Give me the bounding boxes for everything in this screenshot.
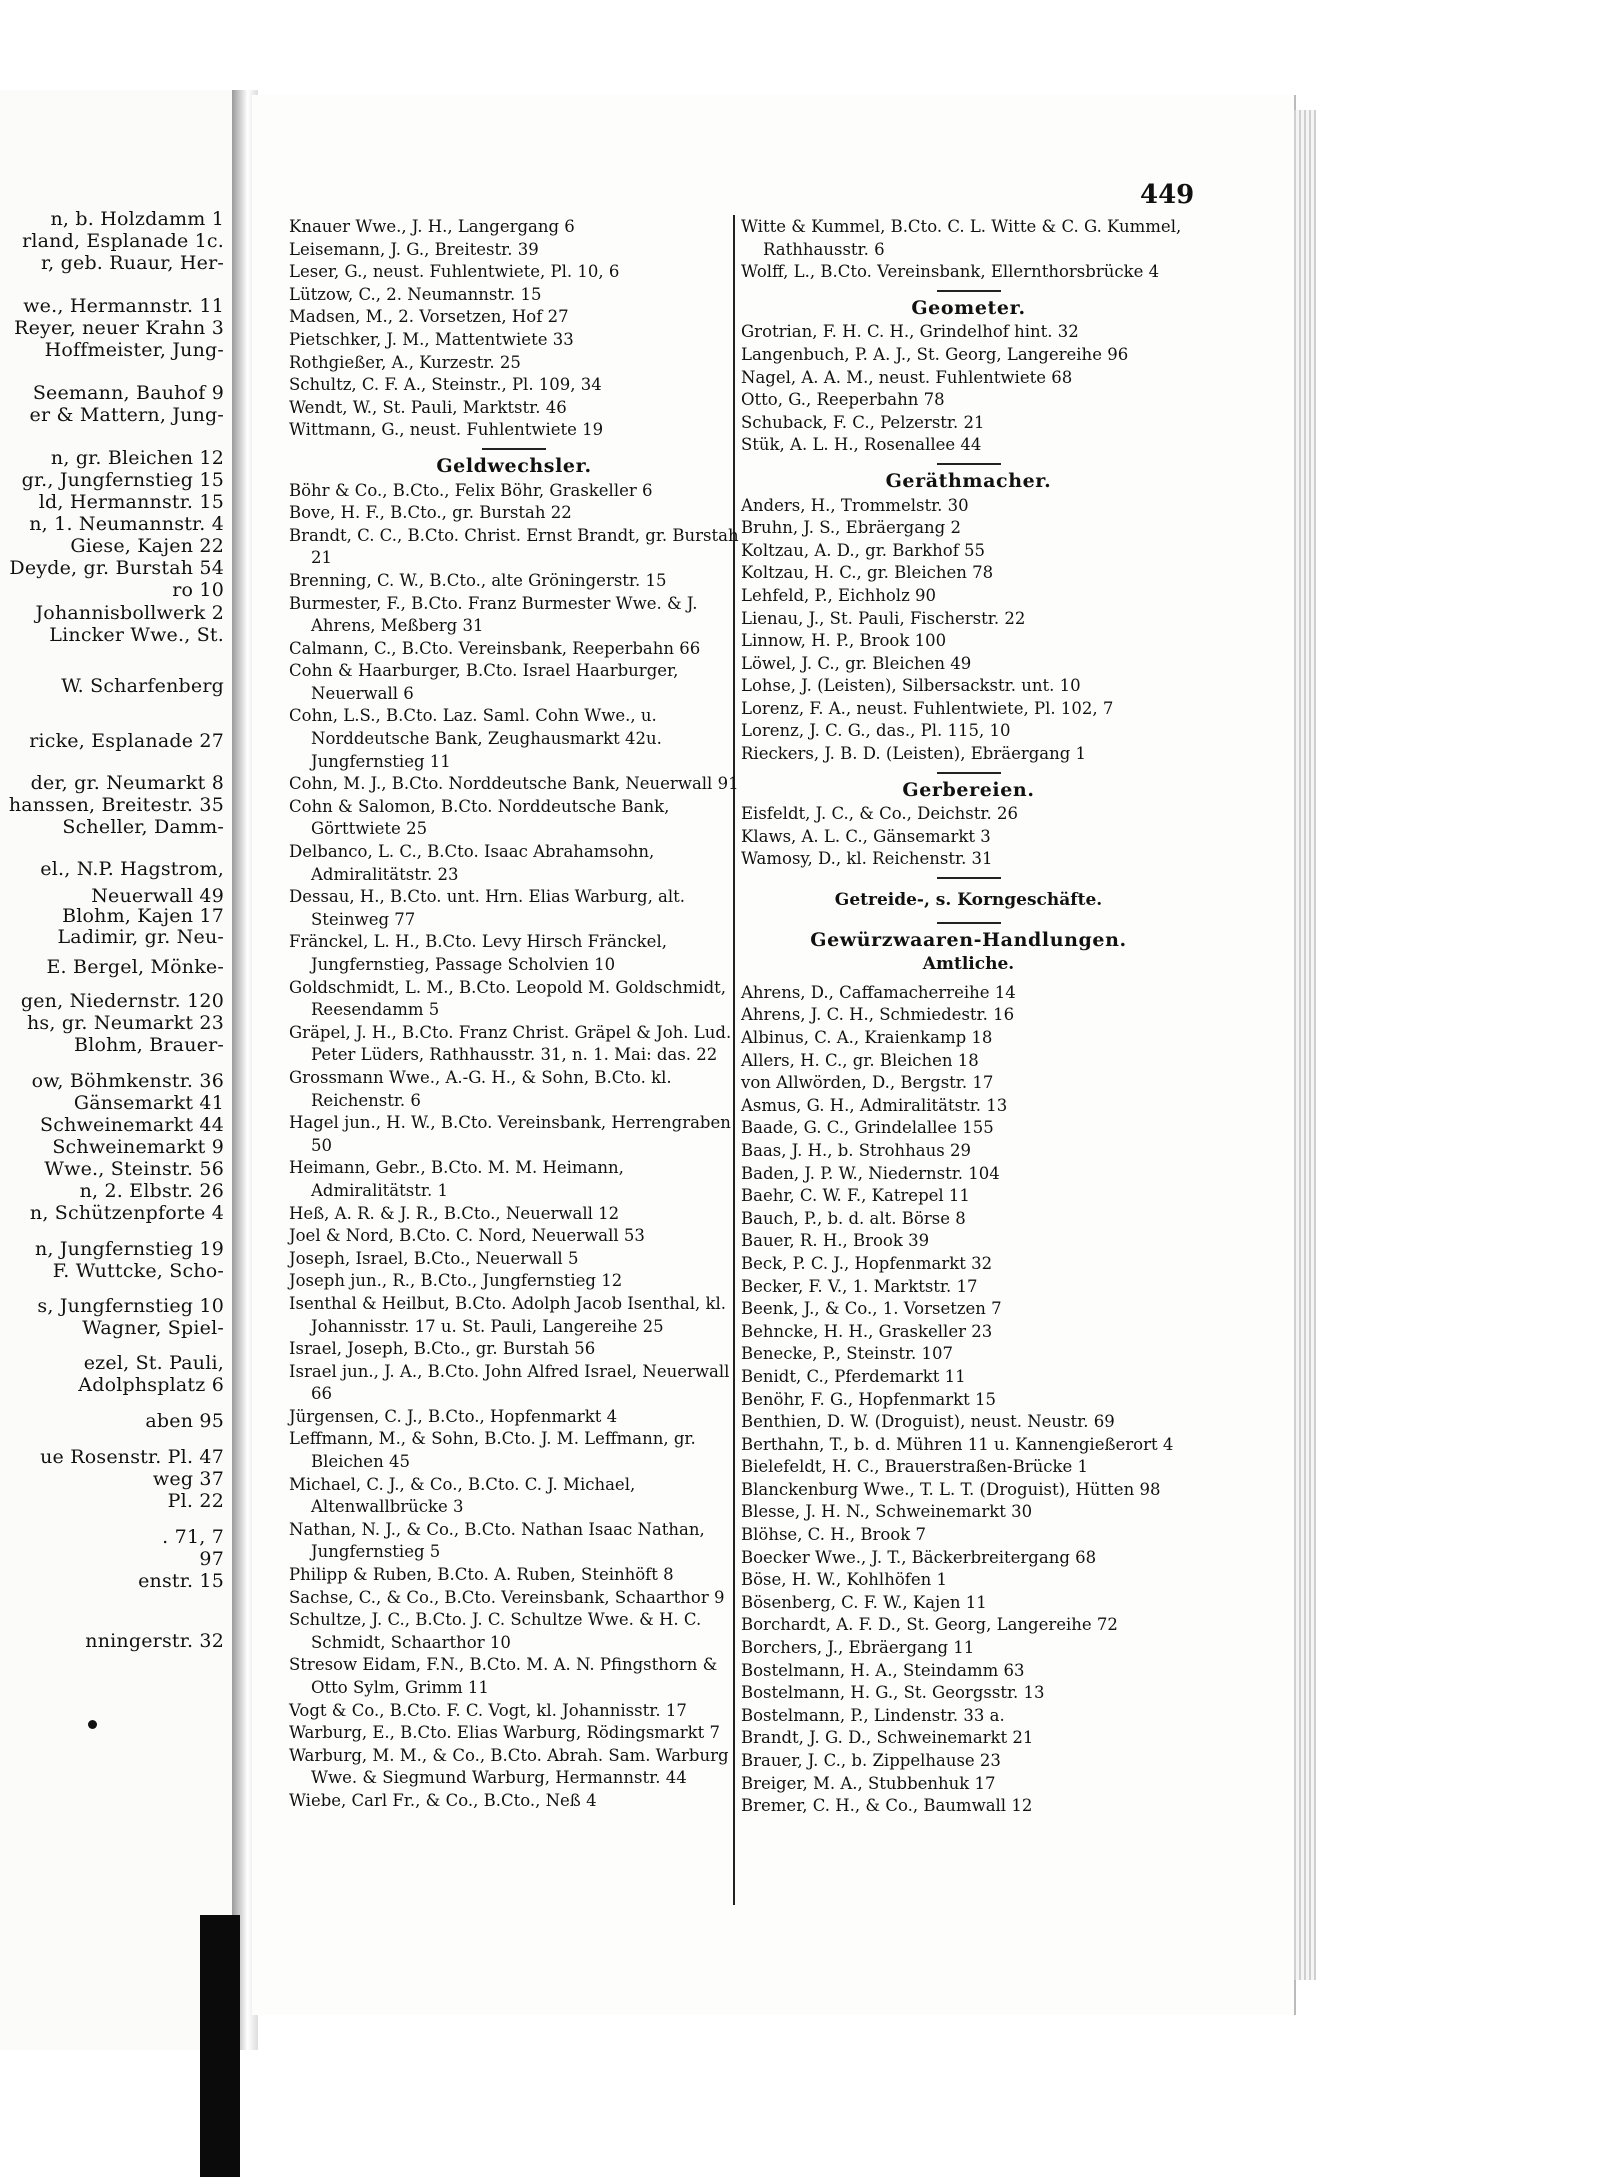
facing-page-line: r, geb. Ruaur, Her-: [40, 252, 224, 274]
directory-entry: Grotrian, F. H. C. H., Grindelhof hint. 32: [741, 322, 1079, 342]
facing-page-line: Blohm, Brauer-: [74, 1034, 224, 1056]
directory-entry: Baas, J. H., b. Strohhaus 29: [741, 1140, 971, 1160]
directory-entry: Wendt, W., St. Pauli, Marktstr. 46: [289, 397, 567, 417]
directory-entry: Madsen, M., 2. Vorsetzen, Hof 27: [289, 307, 569, 327]
directory-entry: Wolff, L., B.Cto. Vereinsbank, Ellernthorsbrücke 4: [741, 262, 1160, 282]
directory-entry: Becker, F. V., 1. Marktstr. 17: [741, 1276, 978, 1296]
facing-page-line: ricke, Esplanade 27: [29, 730, 224, 752]
directory-entry: Vogt & Co., B.Cto. F. C. Vogt, kl. Johannisstr. 17: [289, 1700, 687, 1720]
directory-entry: Grossmann Wwe., A.-G. H., & Sohn, B.Cto. kl. Reichenstr. 6: [289, 1067, 672, 1110]
section-rule: [937, 463, 1001, 465]
directory-entry: Pietschker, J. M., Mattentwiete 33: [289, 329, 574, 349]
directory-entry: Beck, P. C. J., Hopfenmarkt 32: [741, 1253, 993, 1273]
facing-page-line: hs, gr. Neumarkt 23: [26, 1012, 224, 1034]
facing-page-line: ow, Böhmkenstr. 36: [31, 1070, 224, 1092]
directory-entry: Sachse, C., & Co., B.Cto. Vereinsbank, Schaarthor 9: [289, 1587, 725, 1607]
section-heading: Gerbereien.: [902, 778, 1035, 801]
directory-entry: Stresow Eidam, F.N., B.Cto. M. A. N. Pfingsthorn & Otto Sylm, Grimm 11: [289, 1655, 718, 1697]
directory-entry: Bruhn, J. S., Ebräergang 2: [741, 518, 961, 538]
directory-entry: Benidt, C., Pferdemarkt 11: [741, 1366, 966, 1386]
directory-entry: Burmester, F., B.Cto. Franz Burmester Wwe. & J. Ahrens, Meßberg 31: [289, 593, 698, 636]
directory-entry: Heimann, Gebr., B.Cto. M. M. Heimann, Admiralitätstr. 1: [289, 1158, 624, 1200]
directory-entry: Joseph, Israel, B.Cto., Neuerwall 5: [289, 1248, 579, 1268]
section-subheading: Amtliche.: [922, 954, 1015, 975]
directory-entry: Witte & Kummel, B.Cto. C. L. Witte & C. G. Kummel, Rathhausstr. 6: [741, 217, 1182, 259]
directory-entry: Schultze, J. C., B.Cto. J. C. Schultze Wwe. & H. C. Schmidt, Schaarthor 10: [289, 1610, 702, 1652]
directory-entry: Warburg, E., B.Cto. Elias Warburg, Rödingsmarkt 7: [289, 1723, 721, 1743]
directory-entry: Schultz, C. F. A., Steinstr., Pl. 109, 34: [289, 375, 602, 395]
directory-entry: Lorenz, J. C. G., das., Pl. 115, 10: [741, 721, 1011, 741]
directory-entry: Bauch, P., b. d. alt. Börse 8: [741, 1208, 966, 1228]
directory-entry: Baden, J. P. W., Niedernstr. 104: [741, 1163, 1000, 1183]
directory-entry: Benthien, D. W. (Droguist), neust. Neustr. 69: [741, 1412, 1115, 1432]
directory-entry: Wamosy, D., kl. Reichenstr. 31: [741, 849, 993, 869]
facing-page-line: W. Scharfenberg: [61, 675, 224, 697]
directory-entry: Leffmann, M., & Sohn, B.Cto. J. M. Leffmann, gr. Bleichen 45: [289, 1429, 696, 1472]
directory-entry: Gräpel, J. H., B.Cto. Franz Christ. Gräpel & Joh. Lud. Peter Lüders, Rathhausstr. 31, n. 1. Mai: das. 22: [289, 1022, 732, 1065]
directory-entry: Borchardt, A. F. D., St. Georg, Langereihe 72: [741, 1615, 1118, 1635]
directory-entry: Bösenberg, C. F. W., Kajen 11: [741, 1592, 987, 1612]
facing-page-line: Scheller, Damm-: [62, 816, 224, 838]
directory-entry: Albinus, C. A., Kraienkamp 18: [741, 1028, 993, 1047]
directory-entry: Israel, Joseph, B.Cto., gr. Burstah 56: [289, 1339, 596, 1359]
directory-entry: Brandt, J. G. D., Schweinemarkt 21: [741, 1728, 1034, 1748]
facing-page-line: n, 2. Elbstr. 26: [79, 1180, 224, 1202]
directory-entry: Knauer Wwe., J. H., Langergang 6: [289, 217, 575, 236]
directory-entry: Cohn & Salomon, B.Cto. Norddeutsche Bank, Görttwiete 25: [289, 796, 670, 839]
directory-entry: Borchers, J., Ebräergang 11: [741, 1638, 975, 1658]
directory-entry: Goldschmidt, L. M., B.Cto. Leopold M. Goldschmidt, Reesendamm 5: [289, 977, 727, 1020]
facing-page-line: Seemann, Bauhof 9: [32, 382, 224, 404]
facing-page-line: n, Schützenpforte 4: [29, 1202, 224, 1224]
directory-entry: Brandt, C. C., B.Cto. Christ. Ernst Brandt, gr. Burstah 21: [289, 525, 739, 568]
directory-entry: Bielefeldt, H. C., Brauerstraßen-Brücke 1: [741, 1457, 1089, 1477]
page-number: 449: [1140, 180, 1195, 210]
facing-page-line: Wagner, Spiel-: [82, 1317, 224, 1339]
facing-page-line: Ladimir, gr. Neu-: [57, 926, 224, 948]
ink-dot: [88, 1720, 97, 1729]
directory-entry: Langenbuch, P. A. J., St. Georg, Langereihe 96: [741, 344, 1129, 364]
section-rule: [937, 877, 1001, 879]
directory-entry: Leisemann, J. G., Breitestr. 39: [289, 239, 539, 259]
facing-page-line: ue Rosenstr. Pl. 47: [40, 1446, 224, 1468]
facing-page-line: E. Bergel, Mönke-: [46, 956, 224, 978]
directory-entry: Behncke, H. H., Graskeller 23: [741, 1321, 993, 1341]
facing-page-line: F. Wuttcke, Scho-: [52, 1260, 224, 1282]
facing-page-line: er & Mattern, Jung-: [29, 404, 224, 426]
section-heading: Geräthmacher.: [885, 469, 1052, 492]
facing-page-line: enstr. 15: [138, 1570, 224, 1592]
directory-entry: Israel jun., J. A., B.Cto. John Alfred Israel, Neuerwall 66: [289, 1361, 730, 1404]
directory-entry: Klaws, A. L. C., Gänsemarkt 3: [741, 826, 991, 846]
directory-entry: Cohn & Haarburger, B.Cto. Israel Haarburger, Neuerwall 6: [289, 661, 679, 703]
facing-page-line: gr., Jungfernstieg 15: [21, 469, 224, 491]
facing-page-line: n, gr. Bleichen 12: [50, 447, 224, 469]
directory-entry: Lorenz, F. A., neust. Fuhlentwiete, Pl. 102, 7: [741, 698, 1114, 718]
facing-page-line: n, Jungfernstieg 19: [34, 1238, 224, 1260]
facing-page-line: we., Hermannstr. 11: [23, 295, 224, 317]
facing-page-line: s, Jungfernstieg 10: [37, 1295, 224, 1317]
gutter-shadow: [200, 1915, 240, 2177]
directory-entry: Rothgießer, A., Kurzestr. 25: [289, 352, 521, 372]
directory-entry: Asmus, G. H., Admiralitätstr. 13: [741, 1095, 1008, 1115]
facing-page-line: der, gr. Neumarkt 8: [30, 772, 224, 794]
facing-page-line: Wwe., Steinstr. 56: [44, 1158, 224, 1180]
facing-page-line: Schweinemarkt 9: [52, 1136, 224, 1158]
column-right: [741, 216, 1196, 1818]
facing-page-line: Deyde, gr. Burstah 54: [9, 557, 224, 579]
directory-entry: Michael, C. J., & Co., B.Cto. C. J. Michael, Altenwallbrücke 3: [289, 1474, 636, 1517]
directory-entry: Nathan, N. J., & Co., B.Cto. Nathan Isaac Nathan, Jungfernstieg 5: [289, 1519, 705, 1562]
facing-page-line: 97: [199, 1548, 224, 1570]
facing-page-line: ld, Hermannstr. 15: [38, 491, 224, 513]
directory-entry: Calmann, C., B.Cto. Vereinsbank, Reeperbahn 66: [289, 638, 701, 658]
directory-entry: Ahrens, J. C. H., Schmiedestr. 16: [741, 1005, 1015, 1025]
left-page: [0, 90, 232, 2050]
directory-entry: Koltzau, A. D., gr. Barkhof 55: [741, 540, 986, 560]
directory-entry: Lehfeld, P., Eichholz 90: [741, 585, 937, 605]
directory-entry: Brauer, J. C., b. Zippelhause 23: [741, 1751, 1001, 1770]
facing-page-line: Reyer, neuer Krahn 3: [14, 317, 224, 339]
directory-entry: Löwel, J. C., gr. Bleichen 49: [741, 653, 972, 673]
directory-entry: Böse, H. W., Kohlhöfen 1: [741, 1570, 947, 1590]
directory-entry: Joel & Nord, B.Cto. C. Nord, Neuerwall 53: [289, 1226, 645, 1246]
facing-page-line: ezel, St. Pauli,: [83, 1352, 224, 1374]
facing-page-line: rland, Esplanade 1c.: [22, 230, 224, 252]
directory-entry: Brenning, C. W., B.Cto., alte Gröningerstr. 15: [289, 570, 667, 590]
directory-entry: Boecker Wwe., J. T., Bäckerbreitergang 68: [741, 1547, 1097, 1567]
directory-entry: Böhr & Co., B.Cto., Felix Böhr, Graskeller 6: [289, 480, 653, 500]
directory-entry: Lohse, J. (Leisten), Silbersackstr. unt. 10: [741, 676, 1081, 696]
section-rule: [482, 448, 546, 450]
facing-page-line: n, b. Holzdamm 1: [50, 208, 224, 230]
facing-page-line: hanssen, Breitestr. 35: [8, 794, 224, 816]
directory-entry: Koltzau, H. C., gr. Bleichen 78: [741, 563, 994, 583]
section-rule: [937, 772, 1001, 774]
directory-entry: Baade, G. C., Grindelallee 155: [741, 1118, 994, 1138]
facing-page-line: Johannisbollwerk 2: [35, 602, 224, 624]
facing-page-line: Giese, Kajen 22: [70, 535, 224, 557]
directory-entry: Philipp & Ruben, B.Cto. A. Ruben, Steinhöft 8: [289, 1565, 674, 1585]
directory-entry: Benöhr, F. G., Hopfenmarkt 15: [741, 1389, 996, 1409]
directory-entry: Hagel jun., H. W., B.Cto. Vereinsbank, Herrengraben 50: [289, 1113, 731, 1155]
page-edges: [1294, 110, 1316, 1980]
directory-entry: Leser, G., neust. Fuhlentwiete, Pl. 10, 6: [289, 262, 620, 282]
directory-entry: Benecke, P., Steinstr. 107: [741, 1344, 954, 1364]
directory-entry: Bostelmann, H. A., Steindamm 63: [741, 1660, 1025, 1680]
facing-page-line: Schweinemarkt 44: [40, 1114, 224, 1136]
section-heading: Geometer.: [911, 296, 1026, 319]
directory-entry: Wittmann, G., neust. Fuhlentwiete 19: [289, 420, 604, 440]
facing-page-line: Pl. 22: [167, 1490, 224, 1512]
directory-entry: Bostelmann, H. G., St. Georgsstr. 13: [741, 1683, 1045, 1703]
directory-entry: Bremer, C. H., & Co., Baumwall 12: [741, 1796, 1033, 1816]
directory-entry: Berthahn, T., b. d. Mühren 11 u. Kannengießerort 4: [741, 1434, 1174, 1454]
directory-entry: Otto, G., Reeperbahn 78: [741, 390, 945, 410]
facing-page-line: Gänsemarkt 41: [73, 1092, 224, 1114]
directory-entry: Dessau, H., B.Cto. unt. Hrn. Elias Warburg, alt. Steinweg 77: [289, 887, 686, 929]
directory-entry: Eisfeldt, J. C., & Co., Deichstr. 26: [741, 804, 1018, 824]
facing-page-line: weg 37: [152, 1468, 224, 1490]
directory-entry: Allers, H. C., gr. Bleichen 18: [741, 1050, 979, 1070]
facing-page-line: Neuerwall 49: [91, 885, 224, 907]
column-left: [289, 216, 739, 1813]
section-rule: [937, 290, 1001, 292]
section-heading: Gewürzwaaren-Handlungen.: [810, 928, 1127, 951]
directory-entry: Blöhse, C. H., Brook 7: [741, 1525, 926, 1545]
directory-entry: Nagel, A. A. M., neust. Fuhlentwiete 68: [741, 367, 1073, 387]
directory-entry: Stük, A. L. H., Rosenallee 44: [741, 435, 982, 455]
directory-entry: Linnow, H. P., Brook 100: [741, 631, 947, 651]
facing-page-line: gen, Niedernstr. 120: [20, 990, 224, 1012]
directory-entry: Heß, A. R. & J. R., B.Cto., Neuerwall 12: [289, 1203, 620, 1223]
directory-entry: Warburg, M. M., & Co., B.Cto. Abrah. Sam. Warburg Wwe. & Siegmund Warburg, Hermannstr. 44: [289, 1745, 729, 1788]
directory-entry: Cohn, L.S., B.Cto. Laz. Saml. Cohn Wwe., u. Norddeutsche Bank, Zeughausmarkt 42u. Jungfernstieg 11: [289, 706, 662, 771]
facing-page-line: Adolphsplatz 6: [78, 1374, 224, 1396]
directory-entry: Wiebe, Carl Fr., & Co., B.Cto., Neß 4: [289, 1790, 597, 1810]
section-crossref: Getreide-, s. Korngeschäfte.: [834, 890, 1103, 911]
directory-entry: Bostelmann, P., Lindenstr. 33 a.: [741, 1705, 1005, 1725]
directory-entry: Schuback, F. C., Pelzerstr. 21: [741, 412, 985, 432]
directory-entry: Blesse, J. H. N., Schweinemarkt 30: [741, 1502, 1033, 1522]
facing-page-line: nningerstr. 32: [85, 1630, 224, 1652]
directory-entry: Beenk, J., & Co., 1. Vorsetzen 7: [741, 1299, 1002, 1319]
directory-entry: Anders, H., Trommelstr. 30: [741, 495, 969, 515]
directory-entry: Joseph jun., R., B.Cto., Jungfernstieg 12: [289, 1271, 623, 1291]
facing-page-line: ro 10: [172, 579, 224, 601]
directory-entry: Bove, H. F., B.Cto., gr. Burstah 22: [289, 503, 572, 523]
directory-entry: Cohn, M. J., B.Cto. Norddeutsche Bank, Neuerwall 91: [289, 774, 739, 794]
directory-entry: von Allwörden, D., Bergstr. 17: [741, 1073, 994, 1093]
directory-entry: Bauer, R. H., Brook 39: [741, 1231, 930, 1251]
section-heading: Geldwechsler.: [436, 454, 592, 477]
directory-entry: Lienau, J., St. Pauli, Fischerstr. 22: [741, 608, 1026, 628]
facing-page-line: Hoffmeister, Jung-: [44, 339, 224, 361]
facing-page-line: Lincker Wwe., St.: [49, 624, 224, 646]
directory-entry: Jürgensen, C. J., B.Cto., Hopfenmarkt 4: [289, 1406, 618, 1426]
directory-entry: Breiger, M. A., Stubbenhuk 17: [741, 1773, 996, 1793]
facing-page-line: Blohm, Kajen 17: [62, 905, 224, 927]
facing-page-line: . 71, 7: [162, 1526, 224, 1548]
directory-entry: Lützow, C., 2. Neumannstr. 15: [289, 284, 542, 304]
section-rule: [937, 922, 1001, 924]
directory-entry: Baehr, C. W. F., Katrepel 11: [741, 1186, 970, 1206]
facing-page-line: el., N.P. Hagstrom,: [40, 858, 224, 880]
directory-entry: Isenthal & Heilbut, B.Cto. Adolph Jacob Isenthal, kl. Johannisstr. 17 u. St. Pauli, Langereihe 25: [289, 1293, 727, 1336]
directory-entry: Rieckers, J. B. D. (Leisten), Ebräergang 1: [741, 744, 1087, 764]
directory-entry: Fränckel, L. H., B.Cto. Levy Hirsch Fränckel, Jungfernstieg, Passage Scholvien 10: [289, 932, 667, 974]
directory-entry: Blanckenburg Wwe., T. L. T. (Droguist), Hütten 98: [741, 1479, 1161, 1499]
facing-page-line: aben 95: [145, 1410, 224, 1432]
directory-entry: Delbanco, L. C., B.Cto. Isaac Abrahamsohn, Admiralitätstr. 23: [289, 842, 655, 884]
facing-page-line: n, 1. Neumannstr. 4: [29, 513, 224, 535]
directory-entry: Ahrens, D., Caffamacherreihe 14: [741, 982, 1016, 1002]
